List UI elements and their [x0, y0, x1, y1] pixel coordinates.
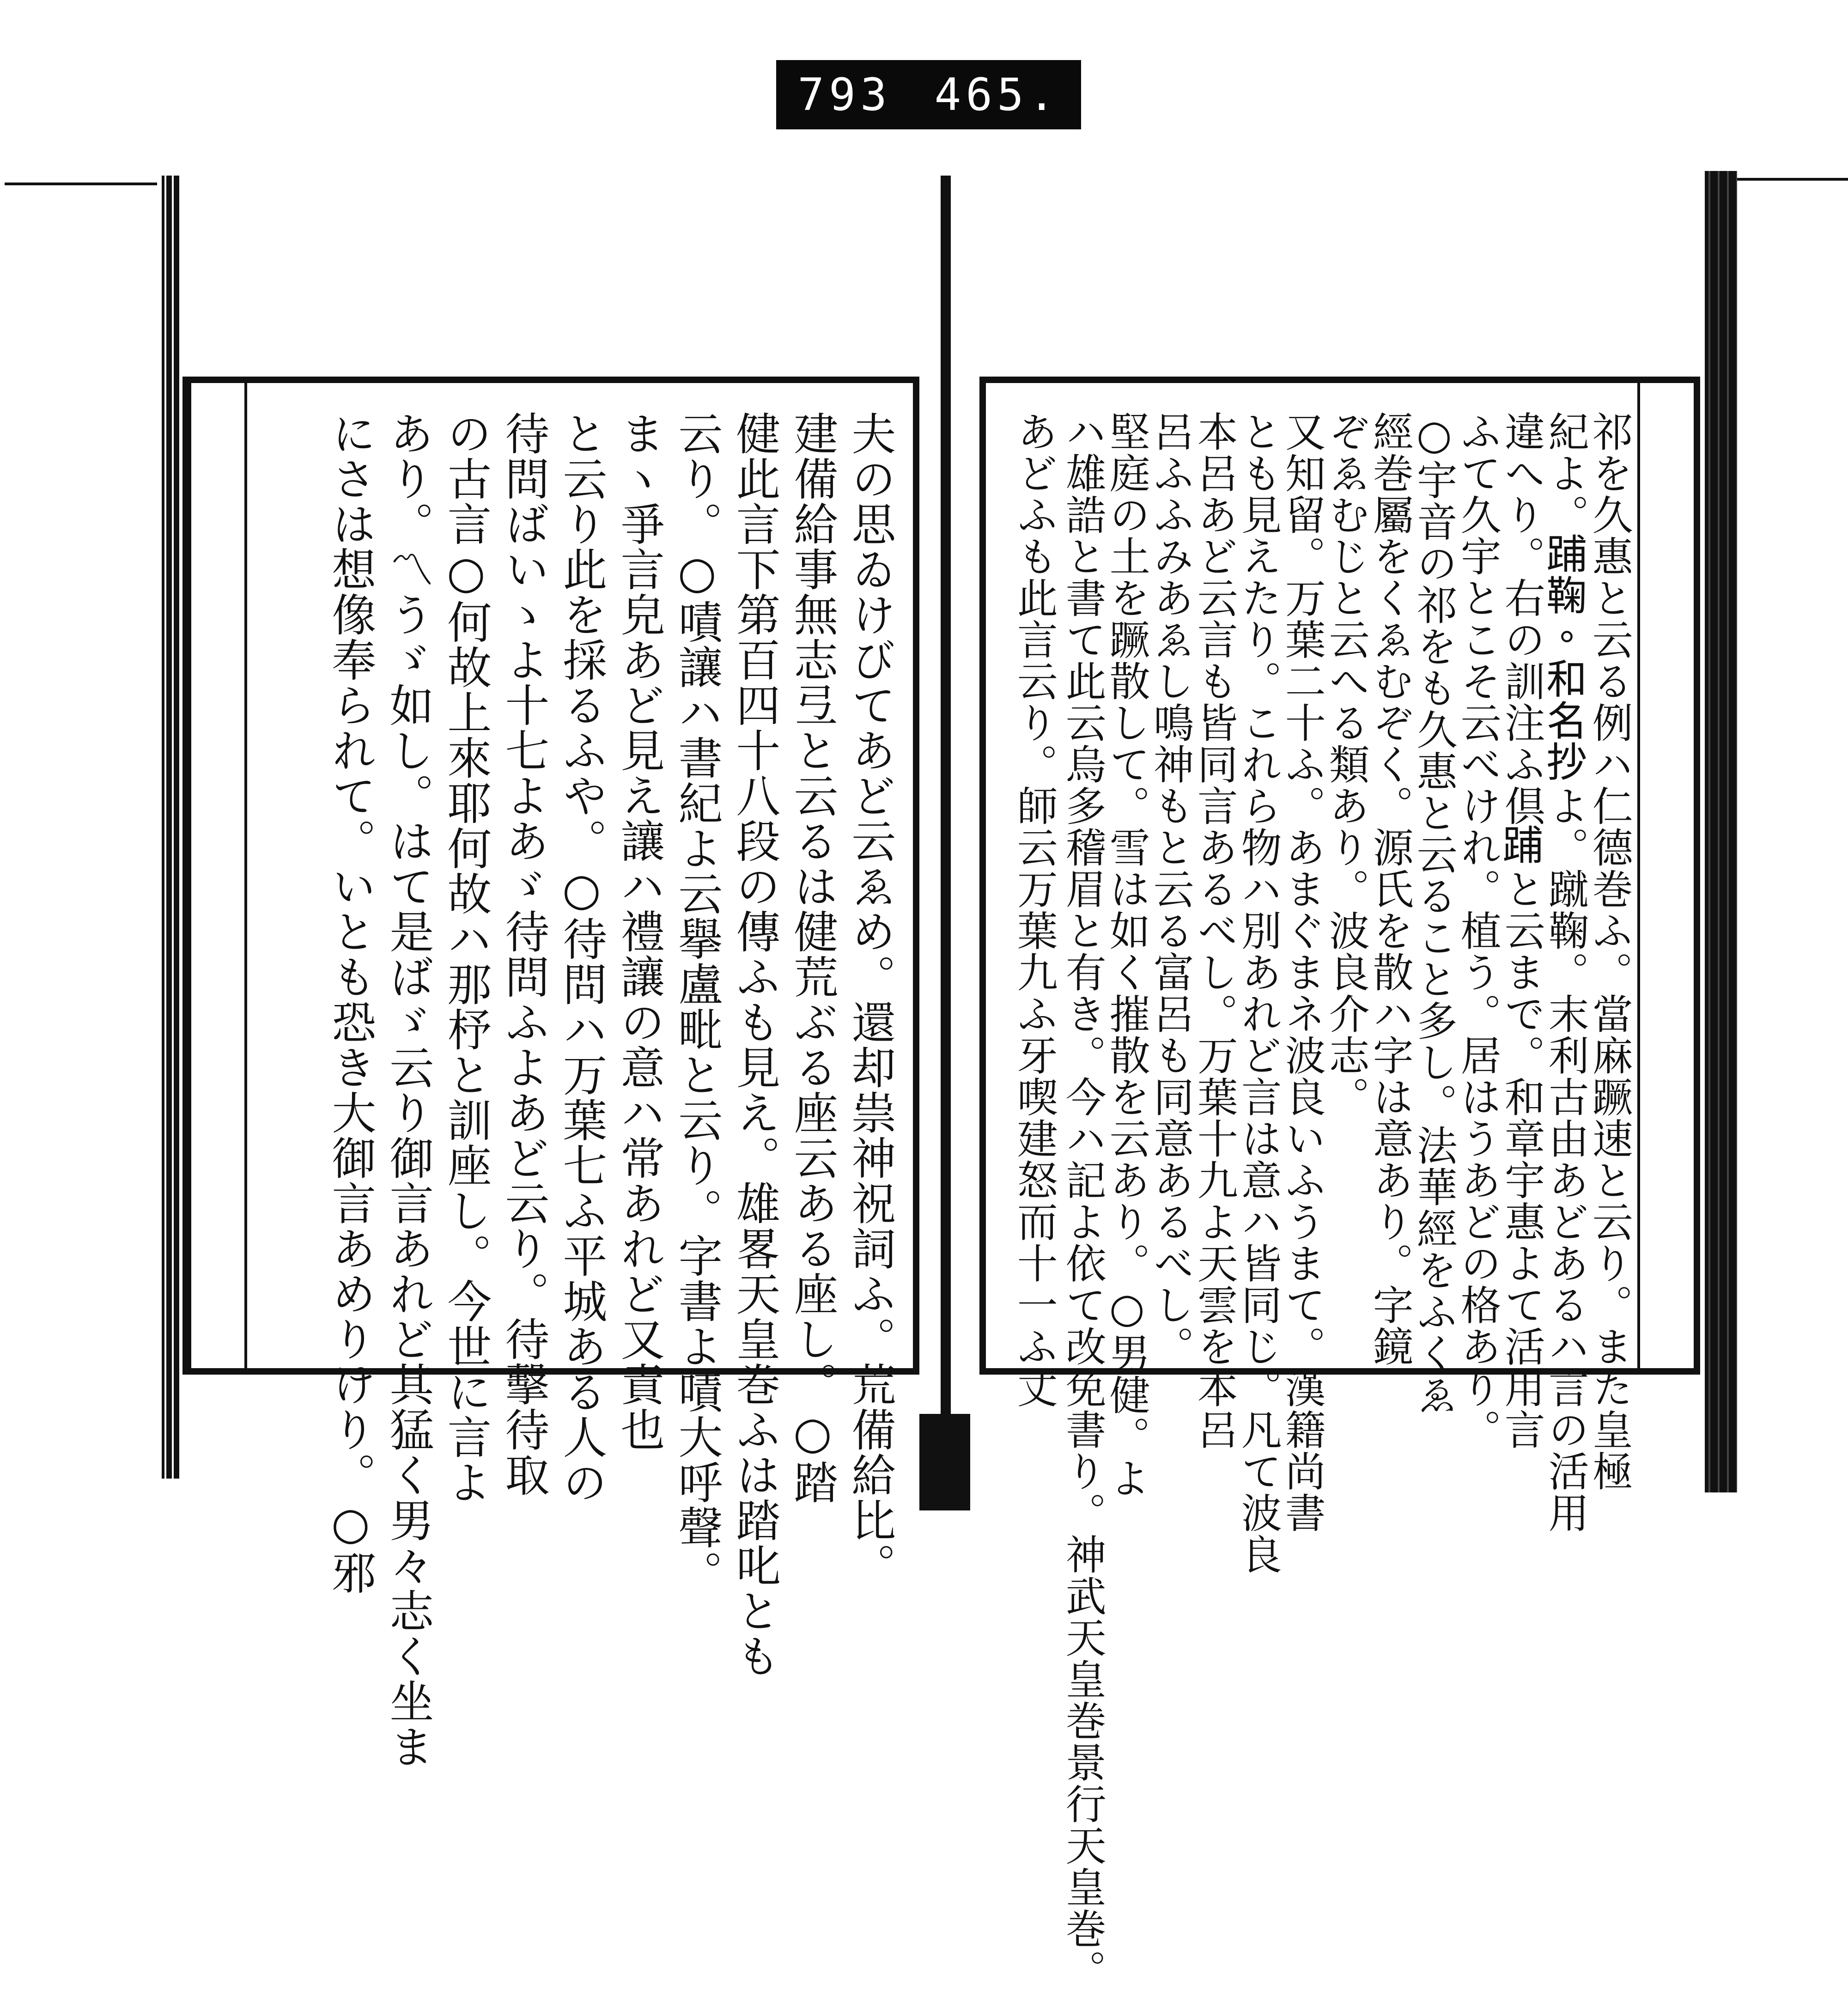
left-text-column: 健此言下第百四十八段の傳ふも見え。雄畧天皇巻ふは踏叱とも	[729, 411, 781, 1679]
left-text-column: の古言○何故上來耶何故ハ那杼と訓𫝶し。今世に言よ	[440, 411, 492, 1505]
left-text-column: 建備給事無志弖と云るは健荒ぶる𫝶云ある𫝶し。○踏	[786, 411, 839, 1505]
right-text-column: 本呂あど云言も皆同言あるべし。万葉十九よ天雲を本呂	[1191, 411, 1239, 1450]
book-top-edge-left	[5, 183, 157, 185]
left-text-column: 待問ばいゝよ十七よあゞ待問ふよあど云り。待擊待取	[498, 411, 550, 1498]
catalog-number-label	[776, 60, 1081, 129]
right-text-column: ふて久宇とこそ云べけれ。植う。居はうあどの格あり。	[1454, 411, 1502, 1450]
left-page-edge	[162, 176, 180, 1479]
right-page-text-frame	[979, 377, 1700, 1991]
right-text-column: あどふも此言云り。師云万葉九ふ牙喫建怒而十一ふ丈	[1010, 411, 1058, 1409]
right-text-column: ○宇音の祁をも久惠と云ること多し。法華經をふくゑ	[1410, 411, 1458, 1416]
left-text-column: 夫の思ゐけびてあど云ゑめ。還却祟神祝詞ふ。荒備給比。	[844, 411, 896, 1588]
right-text-column: とも見えたり。これら物ハ別あれど言は意ハ皆同じ。凡て波良	[1234, 411, 1283, 1575]
left-text-column: と云り此を採るふや。○待問ハ万葉七ふ平城ある人の	[555, 411, 608, 1505]
right-text-column: ぞゑむじと云へる類あり。波良介志。	[1322, 411, 1370, 1118]
right-text-column: 祁を久惠と云る例ハ仁德巻ふ。當麻蹶速と云り。また皇極	[1586, 411, 1634, 1492]
label-left-number: 793	[797, 69, 892, 121]
right-text-column: 紀よ。𨁏鞠。和名抄よ。蹴鞠。末利古由あどあるハ言の活用	[1542, 411, 1590, 1534]
label-right-number: 465.	[934, 69, 1060, 121]
right-text-column: 經巻屬をくゑむぞく。源氏を散ハ字は意あり。字鏡	[1366, 411, 1414, 1367]
left-text-column: まヽ爭言皃あど見え讓ハ禮讓の意ハ常あれど又責也	[613, 411, 665, 1452]
book-top-edge-right	[1737, 178, 1848, 181]
left-text-column: にさは想像奉られて。いとも恐き大御言あめりけり。○邪	[324, 411, 377, 1595]
right-page-inner-rule	[1637, 383, 1640, 1368]
left-text-column: 云り。○嘖讓ハ書紀よ云擧盧毗と云り。字書よ嘖大呼聲。	[671, 411, 723, 1595]
right-text-column: ハ雄誥と書て此云烏多稽眉と有き。今ハ記よ依て改免書り。神武天皇巻景行天皇巻。	[1059, 411, 1107, 1991]
right-page-edge	[1705, 171, 1737, 1492]
book-spine-foot	[919, 1414, 970, 1510]
left-page-text-frame	[185, 377, 919, 1769]
left-page-inner-rule	[244, 383, 247, 1368]
right-text-column: 堅庭の土を蹶散して。雪は如く摧散を云あり。○男健。よ	[1103, 411, 1151, 1499]
left-text-column: あり。〽うゞ如し。はて是ばゞ云り御言あれど其猛く男々志く坐ま	[382, 411, 434, 1769]
right-text-column: 呂ふふみあゑし鳴神もと云る富呂も同意あるべし。	[1147, 411, 1195, 1367]
right-text-column: 違へり。右の訓注ふ倶𨁏と云まで。和章宇惠よて活用言	[1498, 411, 1546, 1450]
book-spine	[941, 176, 951, 1483]
right-text-column: 又知留。万葉二十ふ。あまぐまネ波良いふうまて。漢籍尚書	[1278, 411, 1326, 1534]
